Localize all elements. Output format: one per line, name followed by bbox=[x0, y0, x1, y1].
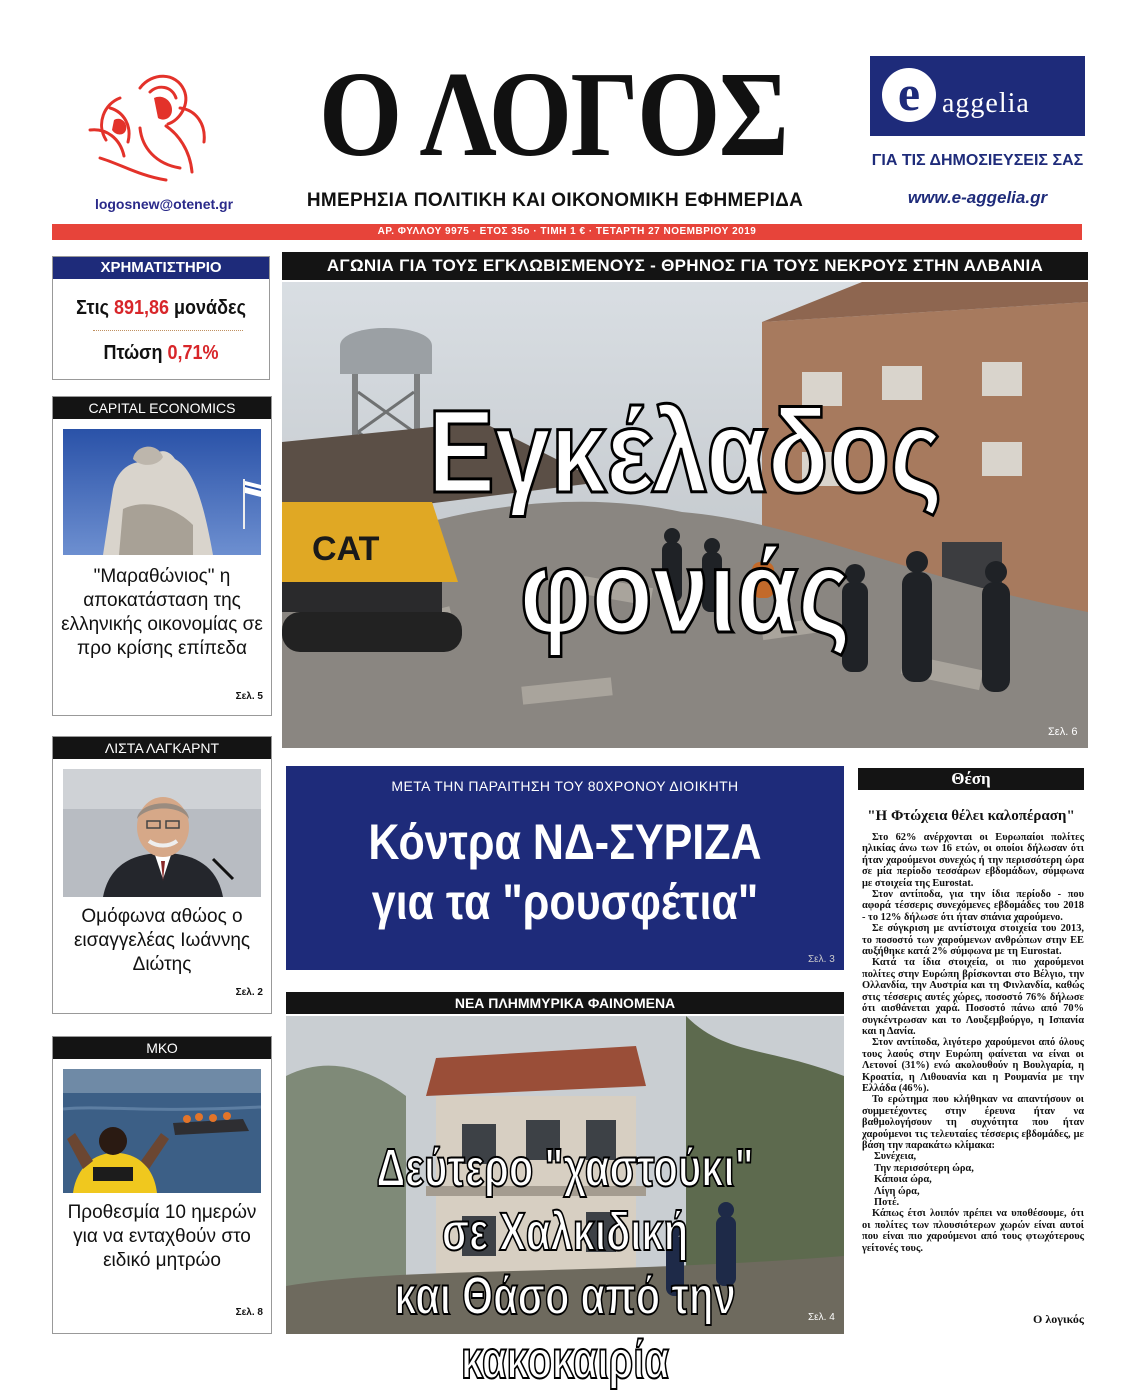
side-story-lagarde-list[interactable] bbox=[52, 736, 272, 1014]
column-title: "Η Φτώχεια θέλει καλοπέραση" bbox=[867, 808, 1075, 824]
lead-headline-line2: φονιάς bbox=[519, 526, 851, 658]
ad-url-link[interactable]: www.e-aggelia.gr bbox=[907, 188, 1048, 207]
second-story-headline bbox=[325, 812, 805, 932]
column-scale-item: Την περισσότερη ώρα, bbox=[874, 1162, 974, 1174]
second-story-line2: για τα "ρουσφέτια" bbox=[371, 874, 759, 930]
issue-line: ΑΡ. ΦΥΛΛΟΥ 9975 · ΕΤΟΣ 35ο · ΤΙΜΗ 1 € · ΤΕΤΑΡΤΗ 27 ΝΟΕΜΒΡΙΟΥ 2019 bbox=[377, 226, 757, 237]
stock-index-line bbox=[64, 297, 258, 320]
column-scale-item: Ποτέ. bbox=[874, 1197, 900, 1208]
newspaper-emblem bbox=[80, 68, 216, 186]
third-story-line1: Δεύτερο "χαστούκι" σε Χαλκιδική bbox=[376, 1138, 754, 1262]
column-signature: Ο λογικός bbox=[1033, 1312, 1084, 1326]
second-story-page: Σελ. 3 bbox=[808, 954, 835, 965]
stock-change-value: 0,71% bbox=[167, 342, 219, 364]
migrant-boat-photo bbox=[63, 1069, 261, 1193]
column-heading: Θέση bbox=[858, 768, 1084, 790]
side-story-title: Προθεσμία 10 ημερών για να ενταχθούν στο ειδικό μητρώο bbox=[67, 1202, 257, 1271]
stock-divider bbox=[93, 330, 243, 331]
masthead-title: Ο ΛΟΓΟΣ bbox=[318, 47, 788, 182]
column-scale-item: Συνέχεια, bbox=[874, 1151, 917, 1163]
side-story-page: Σελ. 8 bbox=[235, 1307, 263, 1318]
lead-headline-line1: Εγκέλαδος bbox=[427, 386, 943, 518]
side-story-title: Ομόφωνα αθώος ο εισαγγελέας Ιωάννης Διώτης bbox=[73, 906, 251, 975]
side-story-page: Σελ. 2 bbox=[235, 987, 263, 998]
column-scale-item: Λίγη ώρα, bbox=[874, 1185, 920, 1197]
contact-email[interactable]: logosnew@otenet.gr bbox=[94, 196, 234, 212]
second-story-kicker: ΜΕΤΑ ΤΗΝ ΠΑΡΑΙΤΗΣΗ ΤΟΥ 80ΧΡΟΝΟΥ ΔΙΟΙΚΗΤΗ bbox=[391, 778, 739, 794]
stock-box bbox=[52, 256, 270, 380]
lead-banner: ΑΓΩΝΙΑ ΓΙΑ ΤΟΥΣ ΕΓΚΛΩΒΙΣΜΕΝΟΥΣ - ΘΡΗΝΟΣ ΓΙΑ ΤΟΥΣ ΝΕΚΡΟΥΣ ΣΤΗΝ ΑΛΒΑΝΙΑ bbox=[282, 252, 1088, 280]
excavator-brand: CAT bbox=[312, 530, 380, 568]
stock-heading: ΧΡΗΜΑΤΙΣΤΗΡΙΟ bbox=[53, 257, 269, 279]
column-paragraph: Σε σύγκριση με αντίστοιχα στοιχεία του 2013, το ποσοστό των χαρούμενων ανθρώπων στην ΕΕ αυξήθηκε κατά 2% σύμφωνα με τη Eurostat. bbox=[862, 923, 1084, 958]
side-story-title: "Μαραθώνιος" η αποκατάσταση της ελληνικής οικονομίας σε προ κρίσης επίπεδα bbox=[61, 566, 263, 659]
lead-headline bbox=[342, 382, 1027, 662]
column-scale-item: Κάποια ώρα, bbox=[874, 1174, 932, 1186]
stock-index-value: 891,86 bbox=[113, 297, 170, 319]
third-story-page: Σελ. 4 bbox=[808, 1312, 835, 1323]
side-story-heading: ΜΚΟ bbox=[53, 1037, 271, 1059]
column-paragraph: Στο 62% ανέρχονται οι Ευρωπαίοι πολίτες ηλικίας άνω των 16 ετών, οι οποίοι δήλωσαν ότι ήταν χαρούμενοι συνεχώς ή την περισσότερη ώρα σε μία περίοδο τεσσάρων εβδομάδων, σύμφωνα με στοιχεία της Eurostat. bbox=[862, 832, 1084, 889]
ad-slogan: ΓΙΑ ΤΙΣ ΔΗΜΟΣΙΕΥΣΕΙΣ ΣΑΣ bbox=[871, 152, 1084, 169]
side-story-heading: ΛΙΣΤΑ ΛΑΓΚΑΡΝΤ bbox=[53, 737, 271, 759]
side-story-capital-economics[interactable] bbox=[52, 396, 272, 716]
statue-photo bbox=[63, 429, 261, 555]
eaggelia-ad[interactable] bbox=[870, 56, 1085, 136]
masthead-subtitle: ΗΜΕΡΗΣΙΑ ΠΟΛΙΤΙΚΗ ΚΑΙ ΟΙΚΟΝΟΜΙΚΗ ΕΦΗΜΕΡΙΔΑ bbox=[306, 190, 804, 211]
column-paragraph: Στον αντίποδα, λιγότερο χαρούμενοι από όλους τους λαούς στην Ευρώπη φαίνεται να είναι οι Λετονοί (31%) ενώ ακολουθούν η Βουλγαρία, η Κροατία, η Λιθουανία και η Ρουμανία με την Ελλάδα (46%). bbox=[862, 1037, 1084, 1094]
column-paragraph: Κάπως έτσι λοιπόν πρέπει να υποθέσουμε, ότι οι πολίτες των πλουσιότερων χωρών είναι αυτοί που είναι πιο χαρούμενοι από τους φτωχότερους γείτονές τους. bbox=[862, 1208, 1084, 1254]
column-paragraph: Το ερώτημα που κλήθηκαν να απαντήσουν οι συμμετέχοντες στην έρευνα ήταν να βαθμολογήσουν τη συχνότητα που ήταν χαρούμενοι τις τελευταίες τέσσερις εβδομάδες, με βάση την παρακάτω κλίμακα: bbox=[862, 1094, 1084, 1151]
third-story-heading: ΝΕΑ ΠΛΗΜΜΥΡΙΚΑ ΦΑΙΝΟΜΕΝΑ bbox=[286, 992, 844, 1014]
stock-index-prefix: Στις bbox=[76, 297, 109, 319]
eaggelia-logo-icon: e bbox=[882, 68, 936, 122]
second-story-line1: Κόντρα ΝΔ-ΣΥΡΙΖΑ bbox=[368, 814, 762, 870]
stock-change-prefix: Πτώση bbox=[103, 342, 163, 364]
lead-page: Σελ. 6 bbox=[1048, 726, 1078, 738]
side-story-heading: CAPITAL ECONOMICS bbox=[53, 397, 271, 419]
stock-index-suffix: μονάδες bbox=[174, 297, 246, 319]
side-story-page: Σελ. 5 bbox=[235, 691, 263, 702]
prosecutor-photo bbox=[63, 769, 261, 897]
third-story-headline bbox=[351, 1136, 779, 1392]
third-story-line2: και Θάσο από την κακοκαιρία bbox=[394, 1266, 736, 1390]
column-paragraph: Κατά τα ίδια στοιχεία, οι πιο χαρούμενοι πολίτες στην Ευρώπη βρίσκονται στο Βέλγιο, την Ολλανδία, την Αυστρία και τη Φινλανδία, καθώς στις τέσσερις αυτές χώρες, ποσοστό 76% δήλωσε ότι αισθάνεται χαρά. Ποσοστό πάνω από 70% συγκέντρωσαν και το Λουξεμβούργο, η Ισπανία και η Δανία. bbox=[862, 957, 1084, 1037]
stock-change-line bbox=[64, 342, 258, 365]
side-story-ngo[interactable] bbox=[52, 1036, 272, 1334]
column-paragraph: Στον αντίποδα, για την ίδια περίοδο - που αφορά τέσσερις συνεχόμενες εβδομάδες του 2018 - το 12% δήλωσε ότι ήταν σπάνια χαρούμενο. bbox=[862, 889, 1084, 923]
eaggelia-wordmark: aggelia bbox=[942, 88, 1030, 119]
column-body bbox=[862, 832, 1084, 1254]
